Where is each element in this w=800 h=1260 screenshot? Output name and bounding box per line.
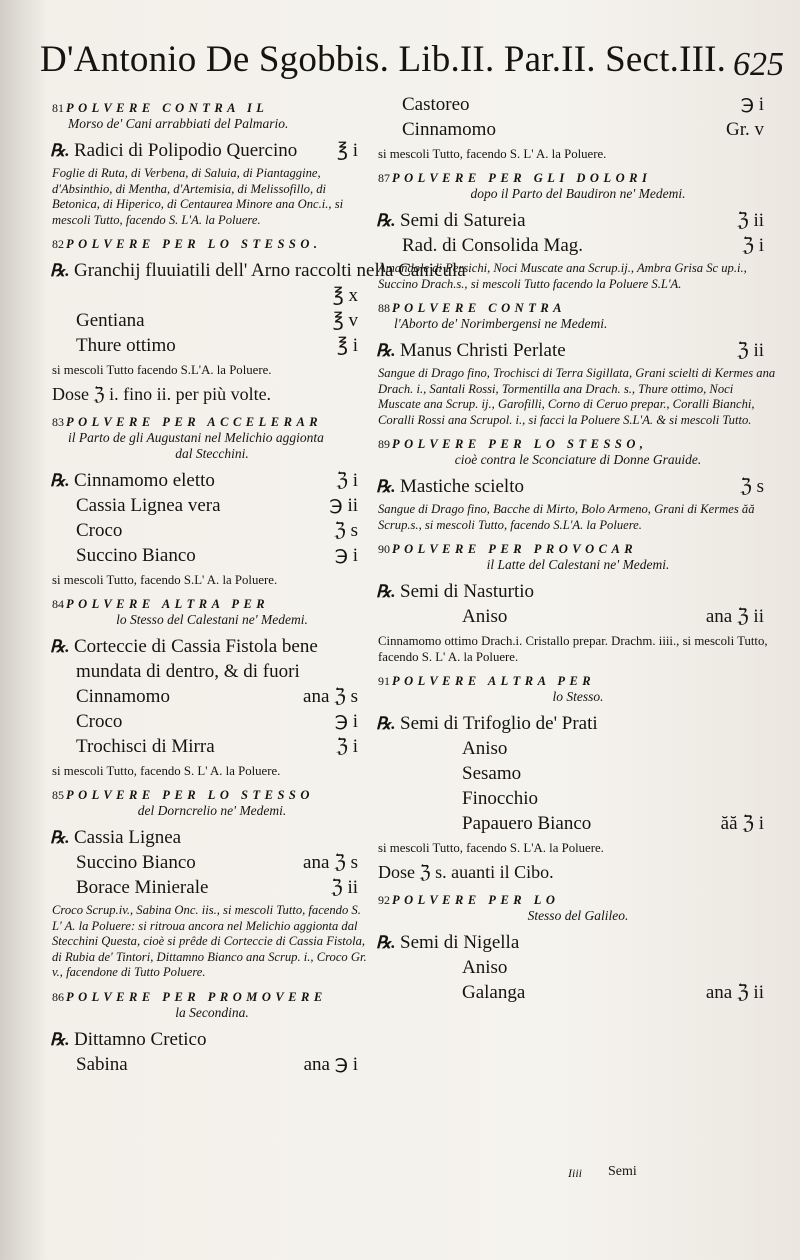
ingredient-line <box>52 333 372 358</box>
recipe-heading <box>378 673 778 705</box>
recipe-heading <box>378 436 778 468</box>
recipe-sign: ℞. <box>50 261 70 280</box>
ingredient-quantity: ℥ x <box>332 285 358 306</box>
recipe-number: 81 <box>52 101 64 115</box>
recipe-heading <box>52 989 372 1021</box>
instruction-line: si mescoli Tutto, facendo S.L' A. la Poluere. <box>52 573 278 587</box>
ingredient-line <box>378 338 778 363</box>
ingredient-name: Succino Bianco <box>76 545 196 566</box>
ingredient-line <box>52 875 372 900</box>
ingredient-line <box>50 258 466 283</box>
ingredient-paragraph: Sangue di Drago fino, Trochisci di Terra Sigillata, Grani scielti di Kermes ana Drach. i., Santali Rossi, Tormentilla ana Drach. s., Thure ottimo, Noci Muscate ana Scrup. ij., Garofilli, Corno di Ceruo prepar., Coralli Bianchi, Coralli Rossi ana Scrupol. i., si facci la Poluere S.L'A. & si mescoli Tutto. <box>378 366 776 427</box>
ingredient-line <box>52 1052 372 1077</box>
ingredient-line <box>52 493 372 518</box>
recipe-sign: ℞. <box>376 477 396 496</box>
ingredient-paragraph: Croco Scrup.iv., Sabina Onc. iis., si mescoli Tutto, facendo S. L' A. la Poluere: si ritroua ancora nel Melichio aggionta dal Stecchini Questa, cioè si prêde di Corteccie di Cassia Fistola, di Rubia de' Tintori, Dittamno Bianco ana Scrup. i., Croco Gr. v., facendone di Tutto Poluere. <box>52 903 367 979</box>
dose-line: Dose ℨ s. auanti il Cibo. <box>378 862 554 882</box>
recipe-number: 85 <box>52 788 64 802</box>
page-header <box>40 38 790 88</box>
recipe-subtitle: Morso de' Cani arrabbiati del Palmario. <box>68 116 289 131</box>
ingredient-line <box>378 208 778 233</box>
ingredient-quantity: ana ℈ i <box>303 1053 358 1075</box>
ingredient-name: Aniso <box>462 957 508 978</box>
instruction-line: si mescoli Tutto facendo S.L'A. la Poluere. <box>52 363 272 377</box>
ingredient-paragraph: Amandole di Persichi, Noci Muscate ana Scrup.ij., Ambra Grisa Sc up.i., Succino Drach.s., si mescoli Tutto facendo la Poluere S.L'A. <box>378 261 747 291</box>
ingredient-name: Cinnamomo <box>402 119 496 140</box>
ingredient-quantity: ℈ i <box>334 545 358 566</box>
ingredient-quantity: ℨ s <box>740 476 764 497</box>
recipe-sign: ℞. <box>376 582 396 601</box>
ingredient-name: Sesamo <box>462 763 522 784</box>
ingredient-name: Aniso <box>462 606 508 627</box>
ingredient-line <box>378 786 778 811</box>
ingredient-line <box>52 709 372 734</box>
ingredient-line <box>52 734 372 759</box>
ingredient-line <box>52 468 372 493</box>
recipe-source: dal Stecchini. <box>175 446 249 461</box>
ingredient-line <box>378 92 778 117</box>
ingredient-quantity: ℥ i <box>336 140 358 161</box>
catchword: Semi <box>608 1164 637 1179</box>
ingredient-quantity: ℨ ii <box>736 340 764 361</box>
recipe-heading <box>52 414 372 462</box>
ingredient-name: Sabina <box>76 1053 128 1075</box>
recipe-sign: ℞. <box>50 828 70 847</box>
ingredient-quantity: ℈ i <box>334 711 358 732</box>
recipe-number: 88 <box>378 301 390 315</box>
dose-line: Dose ℨ i. fino ii. per più volte. <box>52 384 272 404</box>
ingredient-name: Semi di Satureia <box>400 210 526 231</box>
instruction-line: si mescoli Tutto, facendo S. L'A. la Poluere. <box>378 841 604 855</box>
ingredient-name: Corteccie di Cassia Fistola bene <box>74 636 318 657</box>
recipe-heading <box>52 787 372 819</box>
ingredient-name: Aniso <box>462 738 508 759</box>
recipe-title: POLVERE PER PROMOVERE <box>66 989 327 1004</box>
ingredient-name: Castoreo <box>402 94 470 115</box>
ingredient-name: Cassia Lignea vera <box>76 495 221 516</box>
ingredient-quantity: ana ℨ ii <box>705 982 764 1003</box>
recipe-number: 90 <box>378 542 390 556</box>
ingredient-quantity: ℨ i <box>336 470 358 491</box>
ingredient-name: Cassia Lignea <box>74 827 182 848</box>
recipe-heading <box>52 596 372 628</box>
ingredient-name: Mastiche scielto <box>400 476 524 497</box>
recipe-title: POLVERE PER LO STESSO, <box>392 437 648 451</box>
recipe-source: dopo il Parto del Baudiron ne' Medemi. <box>470 186 686 201</box>
recipe-source: del Dorncrelio ne' Medemi. <box>137 803 287 818</box>
recipe-sign: ℞. <box>50 1029 70 1049</box>
recipe-heading <box>378 170 778 202</box>
ingredient-line <box>52 518 372 543</box>
instruction-line: Cinnamomo ottimo Drach.i. Cristallo prepar. Drachm. iiii., si mescoli Tutto, facendo S. L' A. la Poluere. <box>378 634 768 664</box>
recipe-title: POLVERE CONTRA <box>392 301 567 315</box>
ingredient-name: Radici di Polipodio Quercino <box>74 140 298 161</box>
recipe-number: 91 <box>378 674 390 688</box>
ingredient-quantity: ℥ i <box>336 335 358 356</box>
ingredient-line <box>52 825 372 850</box>
ingredient-line <box>52 283 372 308</box>
ingredient-line <box>378 579 778 604</box>
ingredient-name: Succino Bianco <box>76 852 196 873</box>
recipe-source: lo Stesso del Calestani ne' Medemi. <box>116 612 308 627</box>
recipe-number: 86 <box>52 989 64 1004</box>
ingredient-quantity: ana ℨ ii <box>705 606 764 627</box>
ingredient-line <box>52 138 372 163</box>
ingredient-name: Galanga <box>462 982 526 1003</box>
recipe-sign: ℞. <box>376 211 396 230</box>
recipe-title: POLVERE CONTRA IL <box>66 101 269 115</box>
ingredient-name: Granchij fluuiatili dell' Arno raccolti nella Canicula <box>74 260 466 281</box>
recipe-title: POLVERE PER LO <box>392 893 560 907</box>
recipe-title: POLVERE ALTRA PER <box>392 674 596 688</box>
ingredient-name: Finocchio <box>462 788 538 809</box>
ingredient-line <box>378 474 778 499</box>
recipe-title: POLVERE PER GLI DOLORI <box>392 171 652 185</box>
ingredient-line <box>378 604 778 629</box>
ingredient-quantity: ℨ ii <box>736 210 764 231</box>
ingredient-quantity: ℈ i <box>740 94 764 115</box>
ingredient-line <box>52 1027 372 1052</box>
ingredient-line <box>378 955 778 980</box>
recipe-heading <box>52 236 372 252</box>
page-number: 625 <box>733 46 784 83</box>
ingredient-name: Semi di Nigella <box>400 932 520 953</box>
ingredient-line <box>378 233 778 258</box>
recipe-sign: ℞. <box>376 933 396 952</box>
right-column <box>378 92 778 1005</box>
ingredient-quantity: ℈ ii <box>329 495 358 516</box>
recipe-source: cioè contra le Sconciature di Donne Grauide. <box>454 452 702 467</box>
ingredient-quantity: ăă ℨ i <box>720 813 764 834</box>
recipe-heading <box>378 300 778 332</box>
ingredient-line <box>378 736 778 761</box>
recipe-title: POLVERE PER LO STESSO. <box>66 237 322 251</box>
ingredient-name: Thure ottimo <box>76 335 176 356</box>
recipe-heading <box>52 100 372 132</box>
recipe-sign: ℞. <box>376 714 396 733</box>
recipe-source: la Secondina. <box>175 1004 249 1020</box>
ingredient-name: Cinnamomo <box>76 686 170 707</box>
recipe-subtitle: l'Aborto de' Norimbergensi ne Medemi. <box>394 316 608 331</box>
recipe-source: lo Stesso. <box>552 689 604 704</box>
ingredient-line <box>378 811 778 836</box>
ingredient-line <box>378 980 778 1005</box>
ingredient-line <box>52 659 372 684</box>
ingredient-name: Croco <box>76 711 123 732</box>
ingredient-name: Borace Minierale <box>76 877 209 898</box>
recipe-sign: ℞. <box>376 341 396 360</box>
recipe-number: 82 <box>52 237 64 251</box>
signature-mark: Iiii <box>568 1166 582 1180</box>
ingredient-quantity: ℥ v <box>332 310 358 331</box>
instruction-line: si mescoli Tutto, facendo S. L' A. la Poluere. <box>378 147 607 161</box>
recipe-subtitle: il Parto de gli Augustani nel Melichio aggionta <box>68 430 324 445</box>
recipe-sign: ℞. <box>50 141 70 160</box>
recipe-number: 87 <box>378 171 390 185</box>
recipe-source: Stesso del Galileo. <box>527 908 629 923</box>
recipe-number: 92 <box>378 893 390 907</box>
ingredient-quantity: ℨ i <box>742 235 764 256</box>
ingredient-line <box>52 684 372 709</box>
recipe-heading <box>378 892 778 924</box>
ingredient-name: Semi di Trifoglio de' Prati <box>400 713 598 734</box>
recipe-title: POLVERE PER PROVOCAR <box>392 542 638 556</box>
ingredient-line <box>378 711 778 736</box>
ingredient-quantity: ℨ ii <box>330 877 358 898</box>
ingredient-name: Rad. di Consolida Mag. <box>402 235 584 256</box>
ingredient-line <box>378 117 778 142</box>
recipe-sign: ℞. <box>50 637 70 656</box>
recipe-heading <box>378 541 778 573</box>
recipe-title: POLVERE PER ACCELERAR <box>66 415 323 429</box>
ingredient-line <box>52 634 372 659</box>
ingredient-name: Papauero Bianco <box>462 813 592 834</box>
instruction-line: si mescoli Tutto, facendo S. L' A. la Poluere. <box>52 764 281 778</box>
ingredient-line <box>52 543 372 568</box>
ingredient-name: Gentiana <box>76 310 145 331</box>
ingredient-line <box>52 308 372 333</box>
ingredient-name: mundata di dentro, & di fuori <box>76 661 300 682</box>
recipe-source: il Latte del Calestani ne' Medemi. <box>486 557 670 572</box>
ingredient-name: Manus Christi Perlate <box>400 340 566 361</box>
ingredient-name: Trochisci di Mirra <box>76 736 215 757</box>
recipe-title: POLVERE ALTRA PER <box>66 597 270 611</box>
ingredient-quantity: ana ℨ s <box>303 686 358 707</box>
ingredient-quantity: Gr. v <box>726 119 764 140</box>
recipe-number: 84 <box>52 597 64 611</box>
ingredient-name: Croco <box>76 520 123 541</box>
ingredient-line <box>52 850 372 875</box>
recipe-number: 83 <box>52 415 64 429</box>
ingredient-line <box>378 761 778 786</box>
ingredient-line <box>378 930 778 955</box>
ingredient-name: Cinnamomo eletto <box>74 470 215 491</box>
recipe-title: POLVERE PER LO STESSO <box>66 788 314 802</box>
ingredient-name: Semi di Nasturtio <box>400 581 535 602</box>
recipe-number: 89 <box>378 437 390 451</box>
ingredient-paragraph: Foglie di Ruta, di Verbena, di Saluia, di Piantaggine, d'Absinthio, di Mentha, d'Artemisia, di Melissofillo, di Betonica, di Hiperico, di Centaurea Minore ana Onc.i., si mescoli Tutto, facendo S. L'A. la Poluere. <box>52 166 344 227</box>
running-head: D'Antonio De Sgobbis. Lib.II. Par.II. Sect.III. <box>40 39 727 80</box>
ingredient-quantity: ℨ s <box>334 520 358 541</box>
recipe-sign: ℞. <box>50 471 70 490</box>
ingredient-name: Dittamno Cretico <box>74 1028 207 1050</box>
ingredient-quantity: ana ℨ s <box>303 852 358 873</box>
ingredient-paragraph: Sangue di Drago fino, Bacche di Mirto, Bolo Armeno, Grani di Kermes ăă Scrup.s., si mescoli Tutto, facendo S.L'A. la Poluere. <box>378 502 755 532</box>
ingredient-quantity: ℨ i <box>336 736 358 757</box>
